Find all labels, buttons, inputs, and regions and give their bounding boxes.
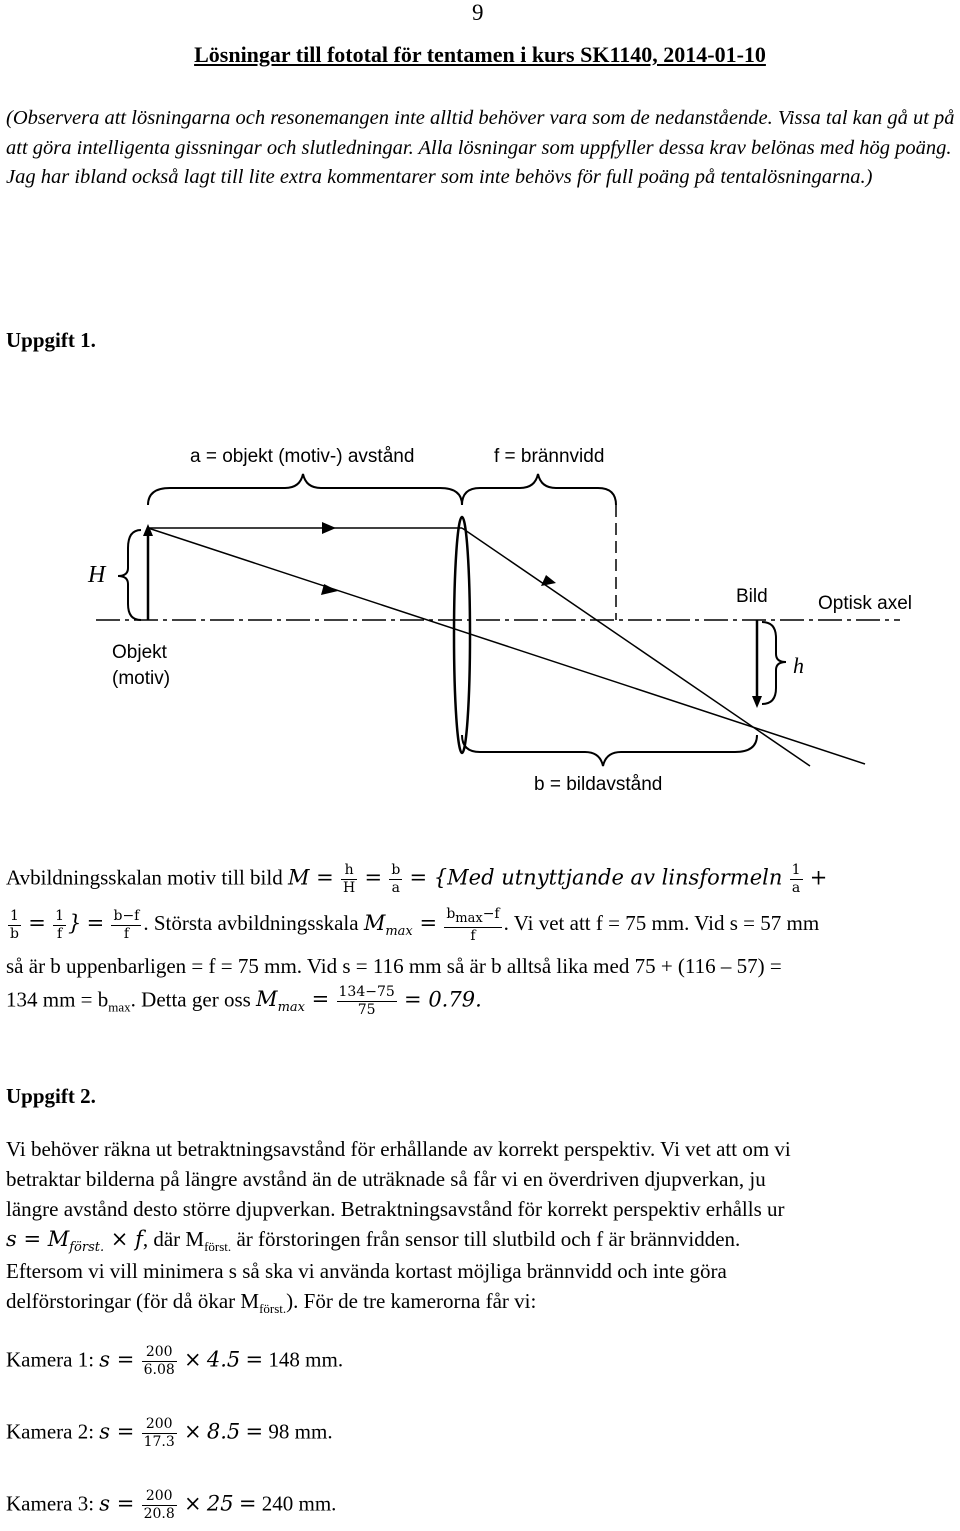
object-distance-label: a = objekt (motiv-) avstånd xyxy=(190,446,415,467)
object-distance-brace xyxy=(148,474,462,505)
intro-note: (Observera att lösningarna och resonemangen inte alltid behöver vara som de nedanstående. Vissa tal kan gå ut på att göra intelligenta gissningar och slutledningar. Alla lösningar som uppfyller dessa krav belönas med hög poäng. Jag har ibland också lagt till lite extra kommentarer som inte behövs för full poäng på tentalösningarna.) xyxy=(6,107,955,188)
object-height-label: H xyxy=(88,562,106,588)
page-title: Lösningar till fototal för tentamen i kurs SK1140, 2014-01-10 xyxy=(194,42,766,67)
u2-p1-line1: Vi behöver räkna ut betraktningsavstånd för erhållande av korrekt perspektiv. Vi vet att om vi xyxy=(6,1137,791,1161)
u1-line1: Avbildningsskalan motiv till bild M = $\frac{h}{H}$ = $\frac{b}{a}$ = {Med utnyttjande av linsformeln $\frac{1}{a}$ + xyxy=(6,862,828,896)
focal-length-label: f = brännvidd xyxy=(494,446,605,467)
image-distance-label: b = bildavstånd xyxy=(534,774,663,795)
u1-line3: så är b uppenbarligen = f = 75 mm. Vid s = 116 mm så är b alltså lika med 75 + (116 – 57) = xyxy=(6,954,782,978)
camera-2-calc: Kamera 2: s = $\frac{200}{17.3}$ × 8.5 = 98 mm. xyxy=(6,1416,333,1450)
u2-p2-line1: Eftersom vi vill minimera s så ska vi använda kortast möjliga brännvidd och inte göra xyxy=(6,1259,727,1283)
u2-p1-line2: betraktar bilderna på längre avstånd än de uträknade så får vi en överdriven djupverkan, ju xyxy=(6,1167,766,1191)
lens-diagram xyxy=(0,430,960,810)
image-height-brace xyxy=(762,622,786,704)
camera-1-calc: Kamera 1: s = $\frac{200}{6.08}$ × 4.5 = 148 mm. xyxy=(6,1344,344,1378)
uppgift1-heading: Uppgift 1. xyxy=(6,328,96,352)
camera-3-calc: Kamera 3: s = $\frac{200}{20.8}$ × 25 = 240 mm. xyxy=(6,1488,337,1522)
uppgift2-heading: Uppgift 2. xyxy=(6,1084,96,1108)
u1-line2: $\frac{1}{b}$ = $\frac{1}{f}$ } = $\frac{b-f}{f}$ . Största avbildningsskala $M_{max}$ = $\frac{b_{max}-f}{f}$ . Vi vet att f = 75 mm. Vid s = 57 mm xyxy=(10,906,820,944)
optical-axis-label: Optisk axel xyxy=(818,593,912,614)
image-label: Bild xyxy=(736,586,768,607)
object-height-brace xyxy=(118,530,141,620)
image-height-label: h xyxy=(793,653,804,678)
u1-line4: 134 mm = $b_{max}$. Detta ger oss $M_{max}$ = $\frac{134-75}{75}$ = 0.79. xyxy=(6,984,482,1018)
u2-p1-line3: längre avstånd desto större djupverkan. Betraktningsavstånd för korrekt perspektiv erhålls ur xyxy=(6,1197,785,1221)
object-label-sub: (motiv) xyxy=(112,668,171,689)
page-number: 9 xyxy=(472,0,484,25)
lens xyxy=(454,517,470,753)
u2-p2-line2: delförstoringar (för då ökar $M_{först.}$). För de tre kamerorna får vi: xyxy=(6,1289,537,1317)
focal-length-brace xyxy=(462,474,616,505)
u2-p1-line4: $s = M_{först.} \times f$, där $M_{först.}$ är förstoringen från sensor till slutbild och f är brännvidden. xyxy=(6,1227,741,1256)
object-label: Objekt xyxy=(112,642,167,663)
image-distance-brace xyxy=(462,735,757,766)
